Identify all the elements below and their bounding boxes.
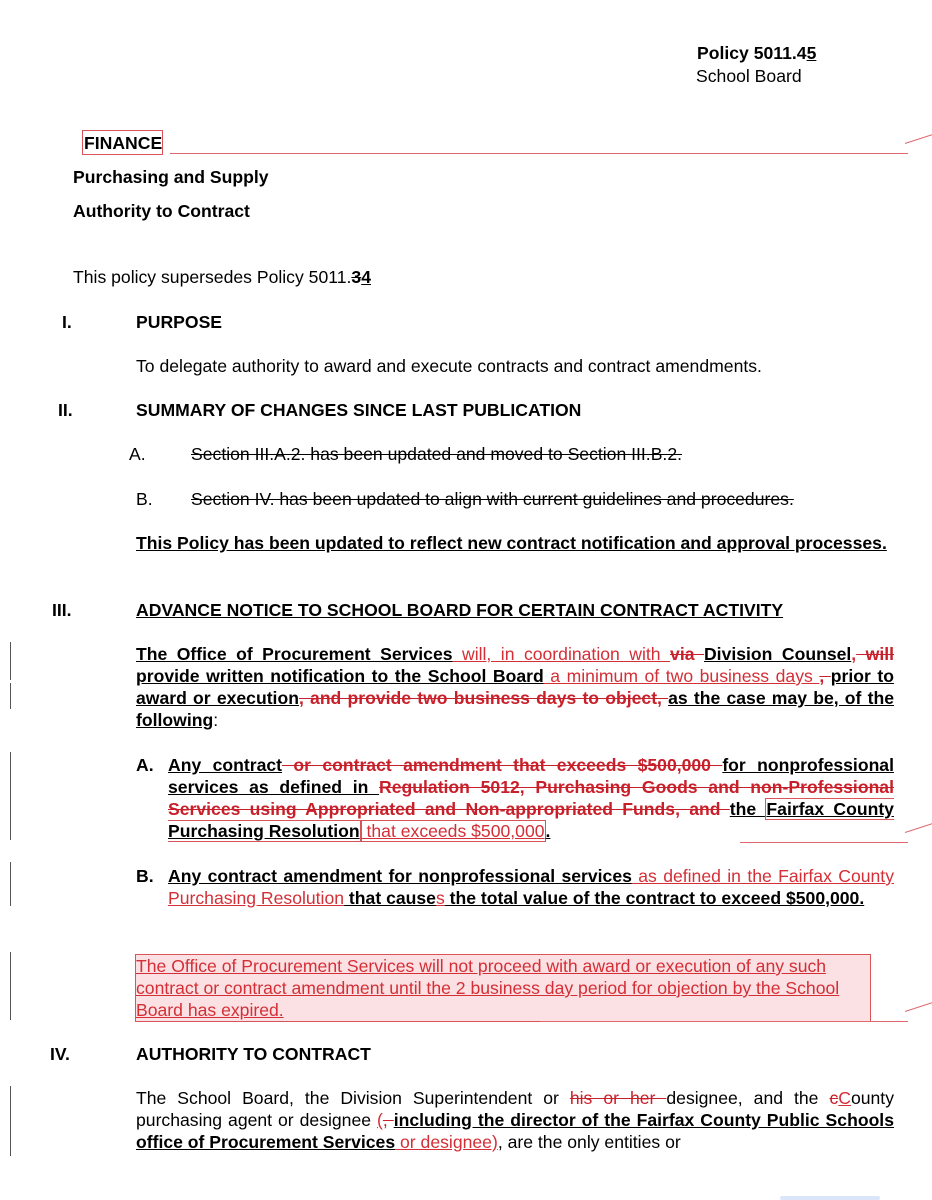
item-a-delete-2: Regulation 5012, Purchasing Goods and non-Professional Services using Appropriated and Non-appropriated Funds, and xyxy=(168,777,894,819)
comment-leader-diagonal-2 xyxy=(905,823,932,833)
summary-item-a-label: A. xyxy=(129,444,146,464)
section-3-paragraph-1 xyxy=(136,643,894,731)
p1-delete-1: via xyxy=(670,644,704,664)
supersedes-line xyxy=(73,266,371,288)
policy-board: School Board xyxy=(696,66,802,86)
item-a-seg-4: Fairfax County Purchasing Resolution xyxy=(168,799,894,841)
comment-leader-line-3 xyxy=(540,1021,908,1022)
item-b-label: B. xyxy=(136,866,154,886)
p1-seg-f: : xyxy=(213,710,219,730)
change-bar-1 xyxy=(10,642,11,680)
supersedes-deleted-digit: 3 xyxy=(351,267,362,287)
s4-seg-3: ounty purchasing agent or designee xyxy=(136,1088,894,1130)
policy-number xyxy=(697,42,816,64)
item-a-label: A. xyxy=(136,755,154,775)
s4-seg-2: designee, and the xyxy=(666,1088,830,1108)
change-bar-4 xyxy=(10,952,11,1020)
title-authority: Authority to Contract xyxy=(73,201,250,221)
p1-seg-a: The Office of Procurement Services xyxy=(136,644,453,664)
item-a-insert-1: that exceeds $500,000 xyxy=(361,821,545,841)
item-a-seg-5: . xyxy=(545,821,551,841)
p1-insert-1: will, in coordination with xyxy=(452,644,671,664)
section-4-paragraph xyxy=(136,1087,894,1153)
item-a-delete-1: or contract amendment that exceeds $500,000 xyxy=(282,755,723,775)
s4-delete-3: , xyxy=(382,1110,394,1130)
comment-leader-line-2 xyxy=(740,842,908,843)
s4-seg-5: , are the only entities or xyxy=(497,1132,681,1152)
section-2-heading: SUMMARY OF CHANGES SINCE LAST PUBLICATION xyxy=(136,400,582,420)
summary-item-b xyxy=(136,488,794,510)
section-3-paragraph-2: The Office of Procurement Services will not proceed with award or execution of any such contract or contract amendment until the 2 business day period for objection by the School Board has expired. xyxy=(135,954,871,1022)
change-bar-5 xyxy=(10,1086,11,1156)
s4-seg-4: including the director of the Fairfax County Public Schools office of Procurement Services xyxy=(136,1110,894,1152)
section-1-number: I. xyxy=(62,312,72,332)
p1-insert-2: , xyxy=(851,644,857,664)
s4-seg-1: The School Board, the Division Superintendent or xyxy=(136,1088,570,1108)
summary-new-text: This Policy has been updated to reflect new contract notification and approval processes. xyxy=(136,533,887,553)
p1-seg-d: prior to award or execution xyxy=(136,666,895,708)
item-a-text xyxy=(168,754,894,842)
section-1-body: To delegate authority to award and execute contracts and contract amendments. xyxy=(136,356,762,376)
comment-leader-diagonal-3 xyxy=(905,1002,932,1012)
summary-item-a xyxy=(129,443,682,465)
summary-item-b-label: B. xyxy=(136,489,153,509)
item-b-insert-1: as defined in the Fairfax County Purchasing Resolution xyxy=(168,866,894,908)
change-bar-1b xyxy=(10,683,11,709)
section-3-number: III. xyxy=(52,600,72,620)
section-4-number: IV. xyxy=(50,1044,70,1064)
section-1-heading: PURPOSE xyxy=(136,312,223,332)
section-4-heading: AUTHORITY TO CONTRACT xyxy=(136,1044,371,1064)
section-2-number: II. xyxy=(58,400,73,420)
p1-delete-4: , and provide two business days to object, xyxy=(298,688,669,708)
title-purchasing: Purchasing and Supply xyxy=(73,167,269,187)
p1-seg-c: provide written notification to the School Board xyxy=(136,666,544,686)
summary-item-a-text: Section III.A.2. has been updated and moved to Section III.B.2. xyxy=(191,444,682,464)
summary-item-b-text: Section IV. has been updated to align with current guidelines and procedures. xyxy=(191,489,794,509)
s4-insert-3: or designee) xyxy=(395,1132,498,1152)
item-b-text xyxy=(168,865,894,909)
policy-number-text: Policy 5011.4 xyxy=(697,43,807,63)
p1-seg-b: Division Counsel xyxy=(703,644,852,664)
change-bar-2 xyxy=(10,752,11,840)
p1-delete-2: will xyxy=(856,644,894,664)
supersedes-inserted-digit: 4 xyxy=(361,267,371,287)
section-3-heading: ADVANCE NOTICE TO SCHOOL BOARD FOR CERTAIN CONTRACT ACTIVITY xyxy=(136,600,784,620)
comment-leader-line xyxy=(170,153,908,154)
item-b-seg-3: the total value of the contract to exceed $500,000. xyxy=(444,888,865,908)
policy-number-new-digit: 5 xyxy=(806,43,817,63)
supersedes-text: This policy supersedes Policy 5011. xyxy=(73,267,352,287)
p1-seg-e: as the case may be, of the following xyxy=(136,688,894,730)
item-a-seg-1: Any contract xyxy=(168,755,283,775)
s4-insert-2: ( xyxy=(377,1110,383,1130)
comment-leader-diagonal xyxy=(905,134,932,144)
item-a-seg-2: for nonprofessional services as defined in xyxy=(168,755,894,797)
item-a-seg-3: the xyxy=(729,799,766,819)
change-bar-3 xyxy=(10,862,11,906)
p1-delete-3: , xyxy=(819,666,831,686)
item-b-insert-2: s xyxy=(435,888,445,908)
finance-heading: FINANCE xyxy=(82,130,163,155)
s4-insert-1: C xyxy=(838,1088,851,1108)
s4-delete-2: c xyxy=(829,1088,839,1108)
item-b-seg-2: that cause xyxy=(344,888,436,908)
item-b-seg-1: Any contract amendment for nonprofessional services xyxy=(168,866,632,886)
p1-insert-3: a minimum of two business days xyxy=(543,666,820,686)
scroll-indicator[interactable] xyxy=(780,1196,880,1200)
s4-delete-1: his or her xyxy=(569,1088,667,1108)
